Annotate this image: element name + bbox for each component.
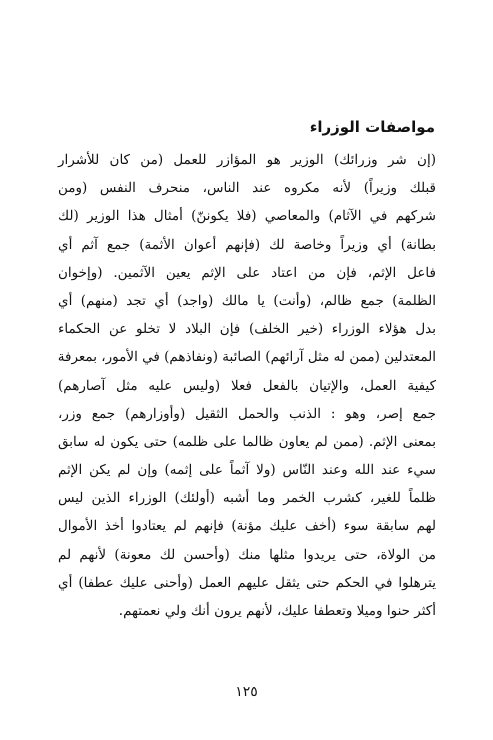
text-line: بمعنى الإثم. (ممن لم يعاون ظالما على ظلمه) حتى يكون له سابق [58, 433, 436, 450]
body-text [58, 146, 436, 625]
text-line: لهم سابقة سوء (أخف عليك مؤنة) فإنهم لم يعتادوا أخذ الأموال [58, 518, 436, 535]
text-line: قبلك وزيراً) لأنه مكروه عند الناس، منحرف النفس (ومن [58, 180, 436, 197]
text-line: فاعل الإثم، فإن من اعتاد على الإثم يعين الآثمين. (وإخوان [58, 264, 436, 281]
section-heading: مواصفات الوزراء [309, 118, 435, 136]
text-line: (إن شر وزرائك) الوزير هو المؤازر للعمل (من كان للأشرار [58, 152, 436, 168]
text-line: سيء عند الله وعند النّاس (ولا آثماً على إثمه) وإن لم يكن الإثم [58, 462, 436, 479]
text-line: المعتدلين (ممن له مثل آرائهم) الصائبة (ونفاذهم) في الأمور، بمعرفة [57, 349, 436, 366]
text-line: بدل هؤلاء الوزراء (خير الخلف) فإن البلاد لا تخلو عن الحكماء [58, 321, 436, 338]
text-line: يترهلوا في الحكم حتى يثقل عليهم العمل (وأحنى عليك عطفا) أي [58, 574, 436, 591]
page-number: ١٢٥ [235, 684, 258, 700]
text-line: بطانة) أي وزيراً وخاصة لك (فإنهم أعوان الأثمة) جمع آثم أي [58, 236, 436, 253]
text-line: شركهم في الآثام) والمعاصي (فلا يكوننّ) أمثال هذا الوزير (لك [58, 208, 436, 225]
text-line: أكثر حنوا وميلا وتعطفا عليك، لأنهم يرون أنك ولي نعمتهم. [118, 603, 436, 619]
text-line: من الولاة، حتى يريدوا مثلها منك (وأحسن لك معونة) لأنهم لم [58, 546, 436, 563]
text-line: كيفية العمل، والإتيان بالفعل فعلا (وليس عليه مثل آصارهم) [58, 377, 436, 394]
text-line: جمع إصر، وهو : الذنب والحمل الثقيل (وأوزارهم) جمع وزر، [58, 405, 436, 422]
text-line: ظلماً للغير، كشرب الخمر وما أشبه (أولئك) الوزراء الذين ليس [58, 490, 436, 507]
text-line: الظلمة) جمع ظالم، (وأنت) يا مالك (واجد) أي تجد (منهم) أي [58, 292, 436, 309]
